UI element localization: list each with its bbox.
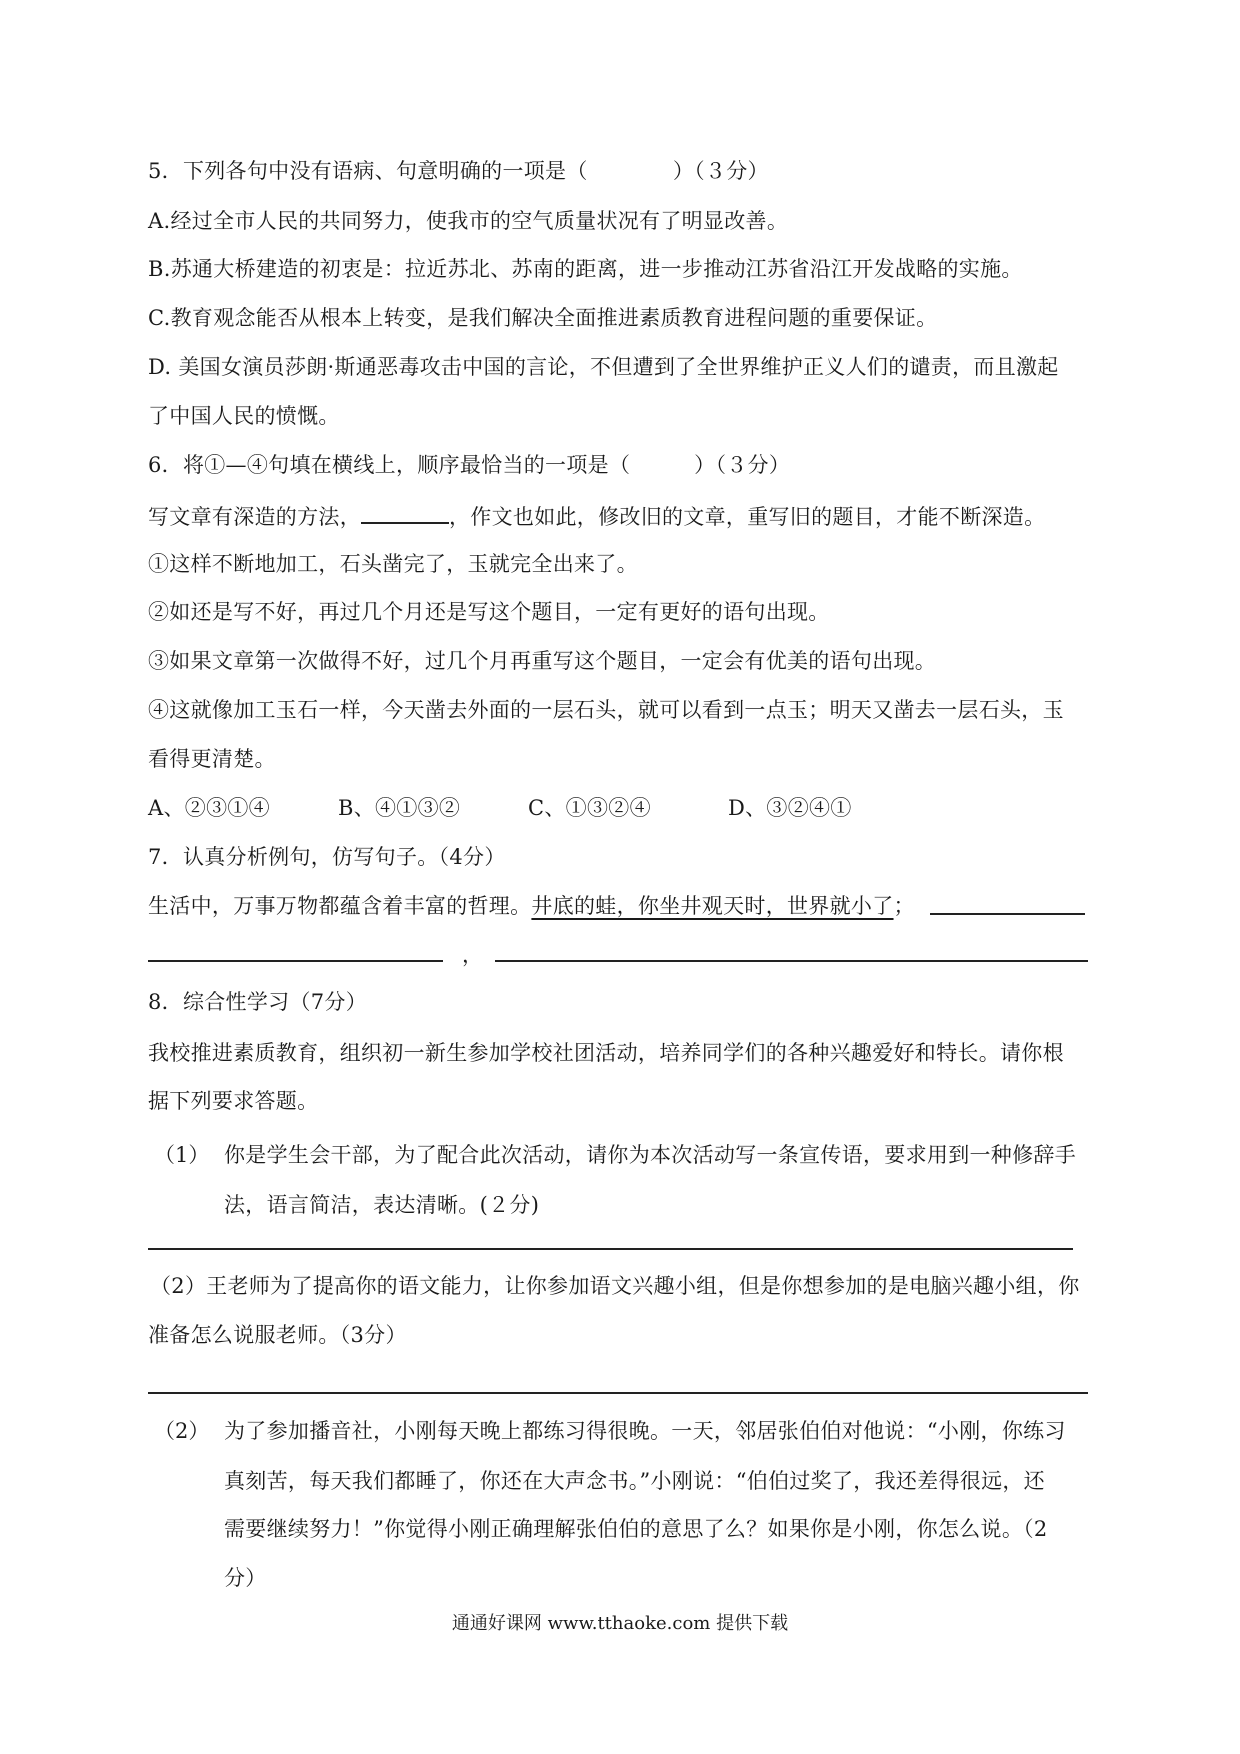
q8-part1-line1: 你是学生会干部，为了配合此次活动，请你为本次活动写一条宣传语，要求用到一种修辞手	[224, 1143, 1076, 1167]
q6-sentence-1: ①这样不断地加工，石头凿完了，玉就完全出来了。	[148, 552, 638, 576]
q7-comma: ，	[462, 943, 484, 967]
q8-part3-line3: 需要继续努力！”你觉得小刚正确理解张伯伯的意思了么？如果你是小刚，你怎么说。（2	[224, 1517, 1048, 1541]
q8-part1-line2: 法，语言简洁，表达清晰。(２分)	[224, 1193, 540, 1217]
q6-sentence-4-line1: ④这就像加工玉石一样，今天凿去外面的一层石头，就可以看到一点玉；明天又凿去一层石头，玉	[148, 698, 1064, 722]
q5-title: 5．下列各句中没有语病、句意明确的一项是（ ）（３分）	[148, 159, 769, 183]
q6-sentence-3: ③如果文章第一次做得不好，过几个月再重写这个题目，一定会有优美的语句出现。	[148, 649, 937, 673]
q7-answer-line-2[interactable]	[148, 960, 443, 962]
q7-semicolon: ；	[893, 894, 915, 918]
q5-option-a: A.经过全市人民的共同努力，使我市的空气质量状况有了明显改善。	[148, 209, 789, 233]
q6-sentence-2: ②如还是写不好，再过几个月还是写这个题目，一定有更好的语句出现。	[148, 600, 830, 624]
q8-part3-number: （2）	[154, 1419, 210, 1443]
q6-stem-start: 写文章有深造的方法，	[148, 505, 361, 529]
q5-option-c: C.教育观念能否从根本上转变，是我们解决全面推进素质教育进程问题的重要保证。	[148, 306, 938, 330]
q8-part1-answer-line[interactable]	[148, 1248, 1073, 1250]
q7-title: 7．认真分析例句，仿写句子。（4分）	[148, 845, 506, 869]
q8-part3-line2: 真刻苦，每天我们都睡了，你还在大声念书。”小刚说：“伯伯过奖了，我还差得很远，还	[224, 1469, 1045, 1493]
q7-lead: 生活中，万事万物都蕴含着丰富的哲理。	[148, 894, 532, 918]
q6-title: 6．将①—④句填在横线上，顺序最恰当的一项是（ ）（３分）	[148, 453, 791, 477]
q6-stem-end: ，作文也如此，修改旧的文章，重写旧的题目，才能不断深造。	[449, 505, 1046, 529]
q8-part3-line4: 分）	[224, 1566, 267, 1590]
q6-option-b: B、④①③②	[338, 796, 461, 820]
q8-part3-line1: 为了参加播音社，小刚每天晚上都练习得很晚。一天，邻居张伯伯对他说：“小刚，你练习	[224, 1419, 1066, 1443]
footer-source: 通通好课网 www.tthaoke.com 提供下载	[451, 1613, 789, 1634]
q8-title: 8．综合性学习（7分）	[148, 990, 368, 1014]
q6-option-d: D、③②④①	[728, 796, 852, 820]
q8-part1-number: （1）	[154, 1143, 210, 1167]
q7-example: 井底的蛙，你坐井观天时，世界就小了	[531, 894, 894, 918]
q6-option-a: A、②③①④	[148, 796, 270, 820]
q6-sentence-4-line2: 看得更清楚。	[148, 747, 276, 771]
q6-blank[interactable]	[361, 500, 449, 524]
q6-options	[148, 793, 852, 823]
q8-part2-line1: （2）王老师为了提高你的语文能力，让你参加语文兴趣小组，但是你想参加的是电脑兴趣小组，你	[150, 1274, 1080, 1298]
q6-stem	[148, 500, 1045, 532]
q7-answer-line-1[interactable]	[930, 913, 1085, 915]
q8-part2-answer-line[interactable]	[148, 1392, 1088, 1394]
q8-intro-line2: 据下列要求答题。	[148, 1089, 319, 1113]
q7-prompt	[148, 891, 915, 921]
q5-option-d-line2: 了中国人民的愤慨。	[148, 404, 340, 428]
q5-option-d-line1: D. 美国女演员莎朗·斯通恶毒攻击中国的言论，不但遭到了全世界维护正义人们的谴责，而且激起	[148, 355, 1059, 379]
q7-answer-line-3[interactable]	[495, 960, 1088, 962]
q5-option-b: B.苏通大桥建造的初衷是：拉近苏北、苏南的距离，进一步推动江苏省沿江开发战略的实施。	[148, 257, 1023, 281]
q8-intro-line1: 我校推进素质教育，组织初一新生参加学校社团活动，培养同学们的各种兴趣爱好和特长。请你根	[148, 1041, 1064, 1065]
q6-option-c: C、①③②④	[528, 796, 651, 820]
q8-part2-line2: 准备怎么说服老师。（3分）	[148, 1323, 407, 1347]
